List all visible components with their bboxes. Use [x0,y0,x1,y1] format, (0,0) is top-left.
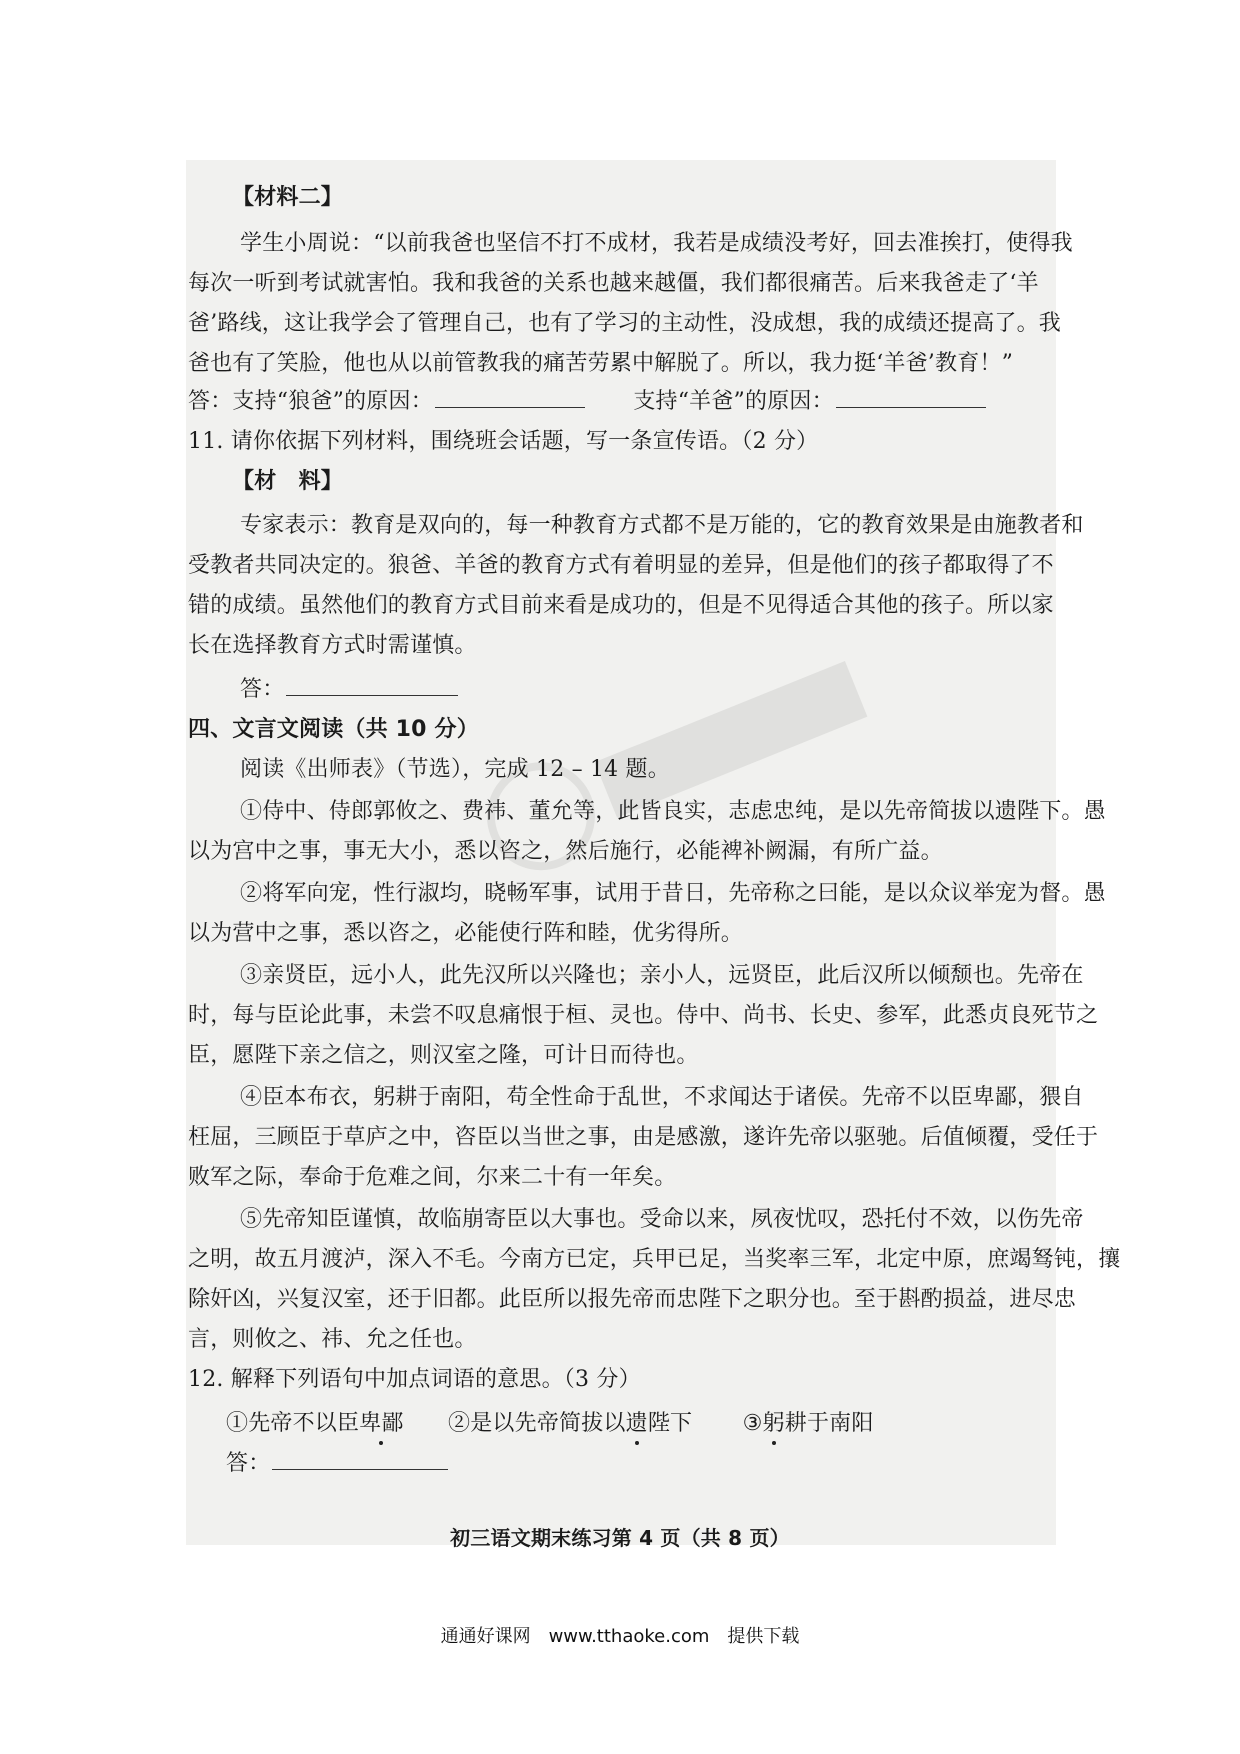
material2-answer-line [188,384,986,415]
q12-item2-post: 陛下 [647,1411,693,1436]
classical-line-6: 时，每与臣论此事，未尝不叹息痛恨于桓、灵也。侍中、尚书、长史、参军，此悉贞良死节之 [188,1003,1099,1028]
classical-line-3: ②将军向宠，性行淑均，晓畅军事，试用于昔日，先帝称之曰能，是以众议举宠为督。愚 [240,881,1106,906]
material2-line-3: 爸’路线，这让我学会了管理自己，也有了学习的主动性，没成想，我的成绩还提高了。我 [188,311,1061,336]
material2-line-1: 学生小周说：“以前我爸也坚信不打不成材，我若是成绩没考好，回去准挨打，使得我 [240,231,1073,256]
classical-line-14: 言，则攸之、祎、允之任也。 [188,1327,477,1352]
answer-wolf-blank[interactable] [435,389,585,408]
q12-item1-dotted: 卑鄙 [359,1406,403,1437]
q11-question: 11. 请你依据下列材料，围绕班会话题，写一条宣传语。（2 分） [188,429,819,454]
classical-line-1: ①侍中、侍郎郭攸之、费祎、董允等，此皆良实，志虑忠纯，是以先帝简拔以遗陛下。愚 [240,799,1106,824]
q11-answer-blank[interactable] [286,677,458,696]
q12-item2-dotted: 遗 [626,1406,648,1437]
material2-line-2: 每次一听到考试就害怕。我和我爸的关系也越来越僵，我们都很痛苦。后来我爸走了‘羊 [188,271,1039,296]
classical-line-11: ⑤先帝知臣谨慎，故临崩寄臣以大事也。受命以来，夙夜忧叹，恐托付不效，以伤先帝 [240,1207,1084,1232]
classical-line-5: ③亲贤臣，远小人，此先汉所以兴隆也；亲小人，远贤臣，此后汉所以倾颓也。先帝在 [240,963,1084,988]
q12-answer-line [226,1446,448,1477]
q12-items [226,1406,874,1437]
classical-line-2: 以为宫中之事，事无大小，悉以咨之，然后施行，必能裨补阙漏，有所广益。 [188,839,943,864]
answer-sheep-blank[interactable] [836,389,986,408]
q11-answer-label: 答： [240,677,285,702]
q11-answer-line [240,672,458,703]
q11-line-1: 专家表示：教育是双向的，每一种教育方式都不是万能的，它的教育效果是由施教者和 [240,513,1084,538]
q12-item3-text: ③ [742,1411,763,1436]
q11-material-heading: 【材 料】 [232,469,344,494]
classical-line-8: ④臣本布衣，躬耕于南阳，苟全性命于乱世，不求闻达于诸侯。先帝不以臣卑鄙，猥自 [240,1085,1084,1110]
q11-line-2: 受教者共同决定的。狼爸、羊爸的教育方式有着明显的差异，但是他们的孩子都取得了不 [188,553,1054,578]
q12-question: 12. 解释下列语句中加点词语的意思。（3 分） [188,1367,641,1392]
classical-line-12: 之明，故五月渡泸，深入不毛。今南方已定，兵甲已足，当奖率三军，北定中原，庶竭驽钝，攘 [188,1247,1121,1272]
download-credit: 通通好课网 www.tthaoke.com 提供下载 [440,1626,800,1647]
q12-answer-label: 答： [226,1451,271,1476]
answer-wolf-label: 答：支持“狼爸”的原因： [188,389,433,414]
q11-line-3: 错的成绩。虽然他们的教育方式目前来看是成功的，但是不见得适合其他的孩子。所以家 [188,593,1054,618]
classical-line-4: 以为营中之事，悉以咨之，必能使行阵和睦，优劣得所。 [188,921,744,946]
section4-intro: 阅读《出师表》（节选），完成 12 – 14 题。 [240,757,670,782]
classical-line-7: 臣，愿陛下亲之信之，则汉室之隆，可计日而待也。 [188,1043,699,1068]
q12-item3-dotted: 躬 [763,1406,785,1437]
classical-line-13: 除奸凶，兴复汉室，还于旧都。此臣所以报先帝而忠陛下之职分也。至于斟酌损益，进尽忠 [188,1287,1077,1312]
q12-item3-post: 耕于南阳 [784,1411,874,1436]
material2-heading: 【材料二】 [232,185,344,210]
q12-item1-text: ①先帝不以臣 [226,1411,360,1436]
classical-line-10: 败军之际，奉命于危难之间，尔来二十有一年矣。 [188,1165,677,1190]
section4-heading: 四、文言文阅读（共 10 分） [188,717,479,742]
material2-line-4: 爸也有了笑脸，他也从以前管教我的痛苦劳累中解脱了。所以，我力挺‘羊爸’教育！” [188,351,1014,376]
answer-sheep-label: 支持“羊爸”的原因： [633,389,834,414]
page-footer: 初三语文期末练习第 4 页（共 8 页） [450,1526,790,1550]
q12-answer-blank[interactable] [272,1451,448,1470]
q11-line-4: 长在选择教育方式时需谨慎。 [188,633,477,658]
classical-line-9: 枉屈，三顾臣于草庐之中，咨臣以当世之事，由是感激，遂许先帝以驱驰。后值倾覆，受任于 [188,1125,1099,1150]
q12-item2-text: ②是以先帝简拔以 [448,1411,626,1436]
